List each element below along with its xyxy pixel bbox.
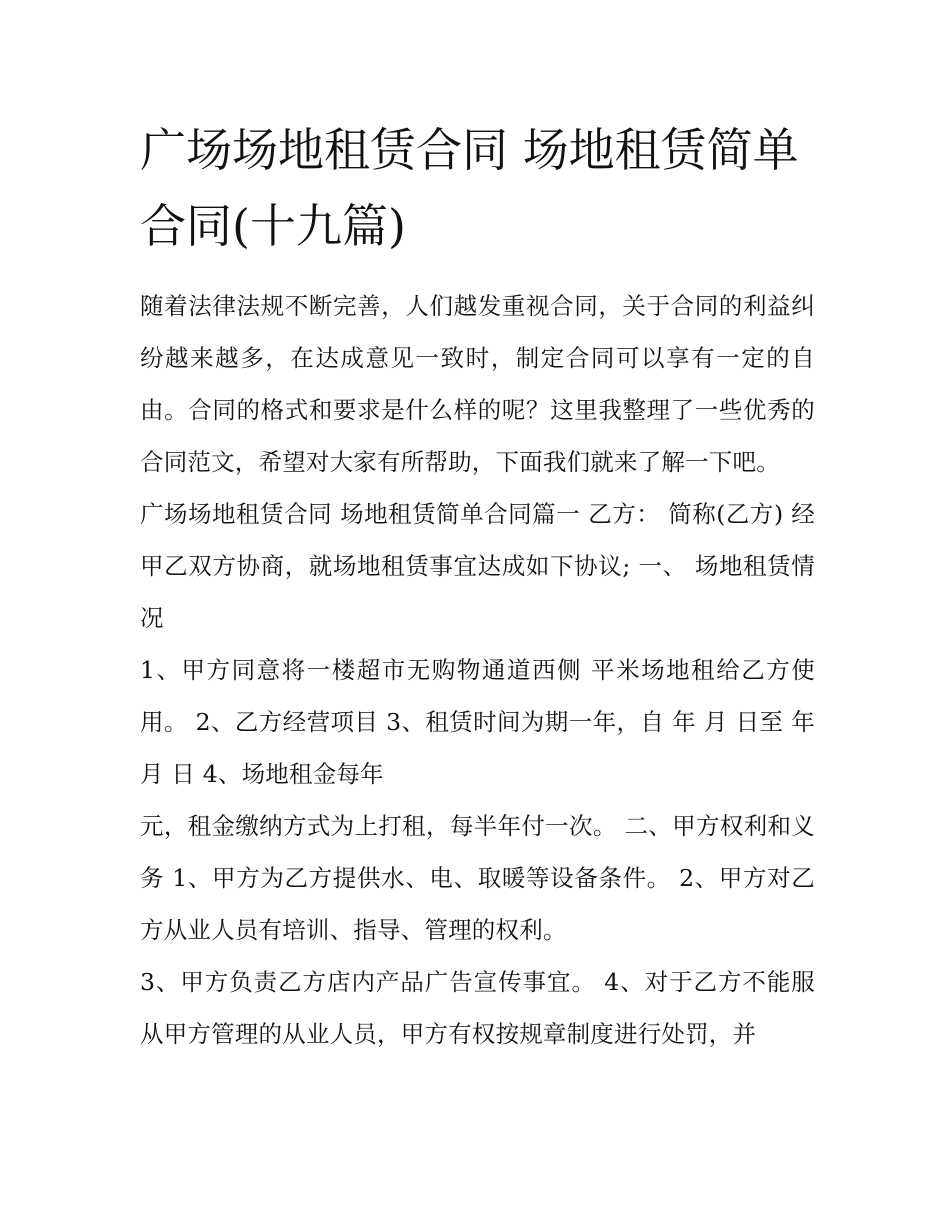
document-body (140, 112, 815, 1060)
paragraph-advertising-and-management: 3、甲方负责乙方店内产品广告宣传事宜。 4、对于乙方不能服从甲方管理的从业人员，甲方有权按规章制度进行处罚，并 (140, 968, 816, 1048)
paragraph-contract-header: 广场场地租赁合同 场地租赁简单合同篇一 乙方： 简称(乙方) 经甲乙双方协商，就场地租赁事宜达成如下协议; 一、 场地租赁情况 (140, 500, 815, 632)
document-title: 广场场地租赁合同 场地租赁简单合同(十九篇) (140, 123, 799, 253)
paragraph-intro: 随着法律法规不断完善，人们越发重视合同，关于合同的利益纠纷越来越多，在达成意见一致时，制定合同可以享有一定的自由。合同的格式和要求是什么样的呢？这里我整理了一些优秀的合同范文，希望对大家有所帮助，下面我们就来了解一下吧。 (140, 292, 815, 476)
paragraph-lease-terms: 1、甲方同意将一楼超市无购物通道西侧 平米场地租给乙方使用。 2、乙方经营项目 3、租赁时间为期一年，自 年 月 日至 年 月 日 4、场地租金每年 (140, 656, 815, 788)
paragraph-rent-and-rights: 元，租金缴纳方式为上打租，每半年付一次。 二、甲方权利和义务 1、甲方为乙方提供水、电、取暖等设备条件。 2、甲方对乙方从业人员有培训、指导、管理的权利。 (140, 812, 815, 944)
